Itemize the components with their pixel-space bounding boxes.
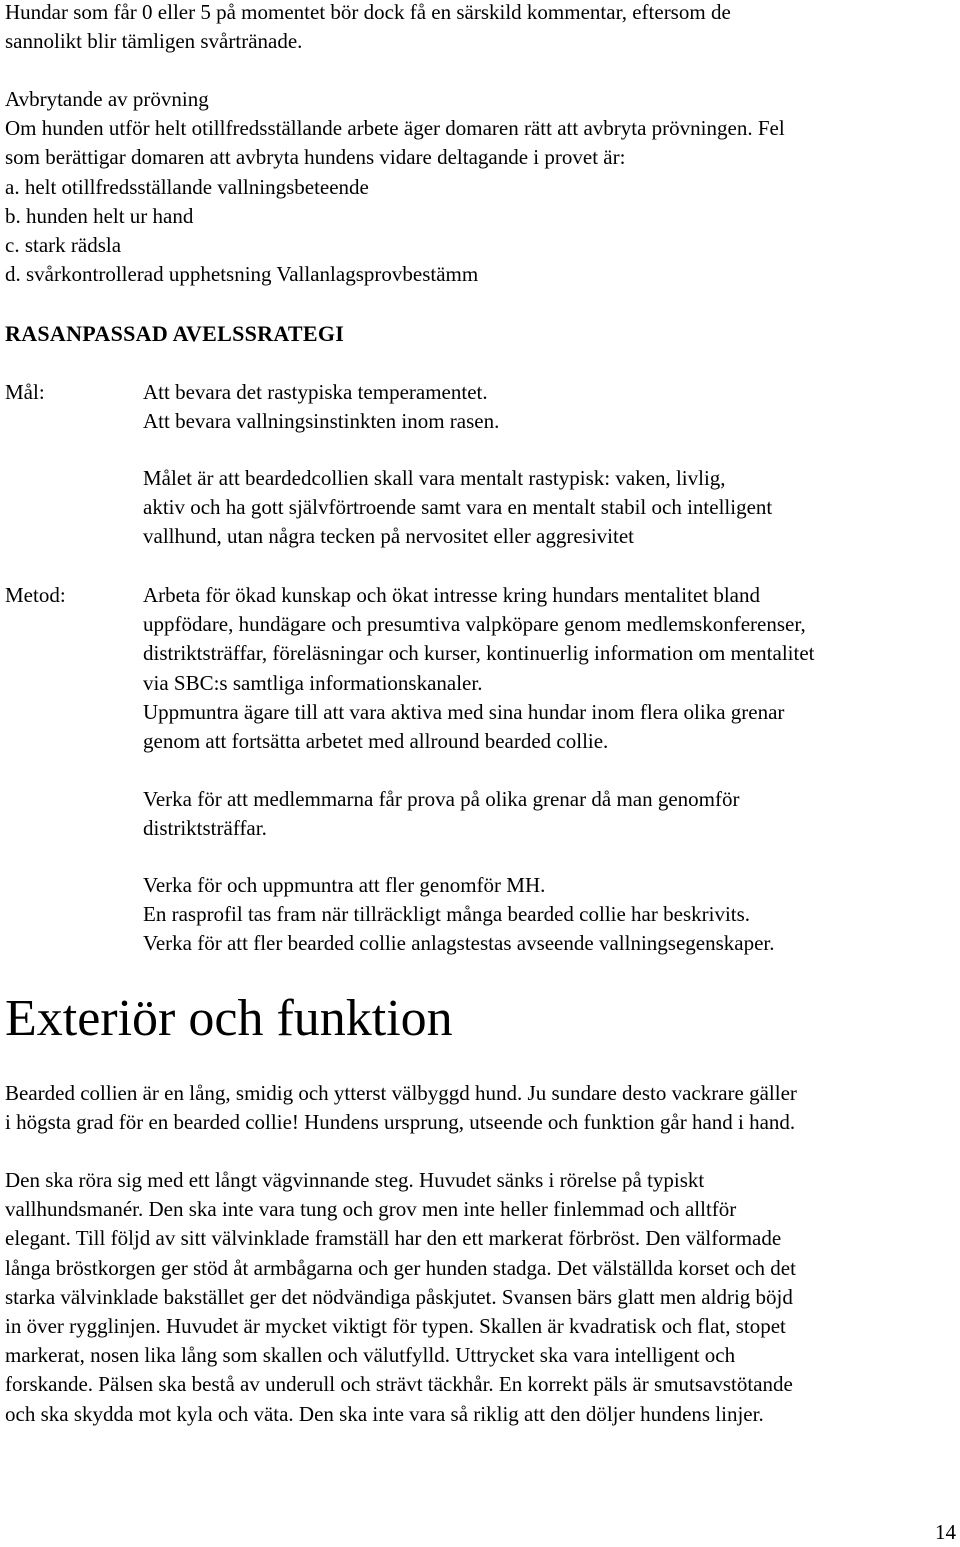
text-line: in över rygglinjen. Huvudet är mycket viktigt för typen. Skallen är kvadratisk och flat, stopet: [5, 1314, 786, 1339]
text-line: i högsta grad för en bearded collie! Hundens ursprung, utseende och funktion går hand i hand.: [5, 1110, 796, 1135]
text-line: Uppmuntra ägare till att vara aktiva med sina hundar inom flera olika grenar: [143, 699, 785, 724]
text-line: Verka för att fler bearded collie anlagstestas avseende vallningsegenskaper.: [143, 931, 775, 956]
exterior-paragraph-2: [5, 1166, 796, 1429]
exterior-paragraph-1: [5, 1079, 797, 1137]
verka-paragraph-2: [143, 871, 775, 959]
text-line: vallhundsmanér. Den ska inte vara tung och grov men inte heller finlemmad och alltför: [5, 1197, 737, 1222]
text-line: aktiv och ha gott självförtroende samt vara en mentalt stabil och intelligent: [143, 495, 773, 520]
text-line: starka välvinklade bakstället ger det nödvändiga påskjutet. Svansen bärs glatt men aldrig böjd: [5, 1284, 793, 1309]
text-line: vallhund, utan några tecken på nervositet eller aggresivitet: [143, 524, 634, 549]
text-line: Den ska röra sig med ett långt vägvinnande steg. Huvudet sänks i rörelse på typiskt: [5, 1168, 705, 1192]
text-line: markerat, nosen lika lång som skallen och välutfylld. Uttrycket ska vara intelligent och: [5, 1343, 736, 1368]
text-line: Bearded collien är en lång, smidig och ytterst välbyggd hund. Ju sundare desto vackrare gäller: [5, 1081, 797, 1105]
mal-label: Mål:: [5, 380, 45, 404]
strategy-heading: RASANPASSAD AVELSSRATEGI: [5, 321, 345, 346]
text-line: Målet är att beardedcollien skall vara mentalt rastypisk: vaken, livlig,: [143, 466, 726, 490]
text-line: En rasprofil tas fram när tillräckligt många bearded collie har beskrivits.: [143, 902, 751, 927]
text-line: och ska skydda mot kyla och väta. Den ska inte vara så riklig att den döljer hundens linjer.: [5, 1401, 764, 1426]
text-line: forskande. Pälsen ska bestå av underull och strävt täckhår. En korrekt päls är smutsavstötande: [5, 1372, 793, 1397]
text-line: Verka för att medlemmarna får prova på olika grenar då man genomför: [143, 787, 740, 811]
exterior-heading: Exteriör och funktion: [5, 990, 453, 1047]
page-number: 14: [935, 1520, 956, 1544]
text-line: sannolikt blir tämligen svårtränade.: [5, 29, 303, 54]
intro-paragraph: [5, 0, 731, 56]
metod-label: Metod:: [5, 583, 66, 607]
avbrytande-section: [5, 85, 785, 289]
text-line: Verka för och uppmuntra att fler genomför MH.: [143, 873, 546, 897]
list-item: c. stark rädsla: [5, 233, 122, 258]
text-line: Arbeta för ökad kunskap och ökat intresse kring hundars mentalitet bland: [143, 583, 760, 607]
metod-paragraph: [143, 581, 815, 756]
mal-text: [143, 378, 499, 436]
list-item: a. helt otillfredsställande vallningsbeteende: [5, 174, 369, 199]
text-line: distriktsträffar.: [143, 816, 267, 841]
text-line: uppfödare, hundägare och presumtiva valpköpare genom medlemskonferenser,: [143, 612, 806, 637]
text-line: Att bevara vallningsinstinkten inom rasen.: [143, 409, 500, 434]
list-item: d. svårkontrollerad upphetsning Vallanlagsprovbestämm: [5, 262, 479, 287]
text-line: genom att fortsätta arbetet med allround bearded collie.: [143, 729, 609, 754]
malet-paragraph: [143, 464, 772, 552]
text-line: Om hunden utför helt otillfredsställande arbete äger domaren rätt att avbryta prövningen. Fel: [5, 116, 785, 141]
text-line: långa bröstkorgen ger stöd åt armbågarna och ger hunden stadga. Det välställda korset och det: [5, 1255, 796, 1280]
section-title: Avbrytande av prövning: [5, 87, 209, 111]
list-item: b. hunden helt ur hand: [5, 203, 194, 228]
verka-paragraph-1: [143, 785, 740, 843]
text-line: distriktsträffar, föreläsningar och kurser, kontinuerlig information om mentalitet: [143, 641, 815, 666]
text-line: Hundar som får 0 eller 5 på momentet bör dock få en särskild kommentar, eftersom de: [5, 0, 731, 24]
text-line: Att bevara det rastypiska temperamentet.: [143, 380, 488, 404]
text-line: via SBC:s samtliga informationskanaler.: [143, 670, 483, 695]
text-line: elegant. Till följd av sitt välvinklade framställ har den ett markerat förbröst. Den välformade: [5, 1226, 782, 1251]
text-line: som berättigar domaren att avbryta hundens vidare deltagande i provet är:: [5, 145, 626, 170]
